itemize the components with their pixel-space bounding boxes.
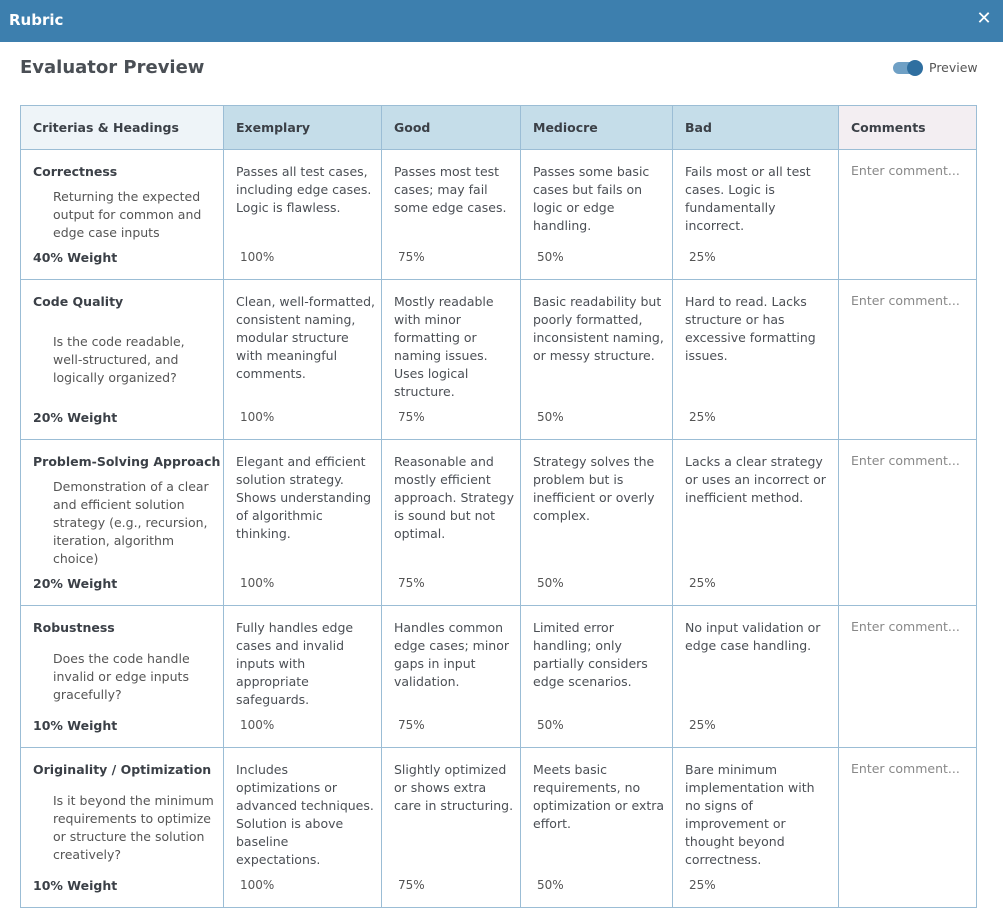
level-description: Includes optimizations or advanced techniques. Solution is above baseline expectations. [236,762,374,867]
comment-input[interactable]: Enter comment... [851,453,960,468]
criteria-name: Problem-Solving Approach [33,454,221,469]
bad-cell[interactable] [673,440,839,606]
preview-toggle-label: Preview [929,60,978,75]
criteria-name: Robustness [33,620,115,635]
level-description: Passes some basic cases but fails on logic or edge handling. [533,164,650,233]
comment-cell [839,280,977,440]
criteria-weight: 10% Weight [33,718,118,733]
bad-cell[interactable] [673,150,839,280]
criteria-cell [21,440,224,606]
modal-titlebar [0,0,1003,42]
criteria-cell [21,280,224,440]
comment-input[interactable]: Enter comment... [851,293,960,308]
criteria-name: Correctness [33,164,118,179]
good-cell[interactable] [382,440,521,606]
exemplary-cell[interactable] [224,280,382,440]
header-comments: Comments [839,106,977,150]
preview-toggle[interactable] [893,62,922,74]
level-score: 50% [537,576,564,590]
level-description: Meets basic requirements, no optimization or extra effort. [533,762,665,831]
criteria-description: Is the code readable, well-structured, and logically organized? [53,334,185,385]
level-score: 75% [398,878,425,892]
good-cell[interactable] [382,150,521,280]
level-score: 75% [398,718,425,732]
comment-input[interactable]: Enter comment... [851,163,960,178]
criteria-description: Is it beyond the minimum requirements to optimize or structure the solution creatively? [53,793,214,862]
level-description: No input validation or edge case handling. [685,620,821,653]
level-description: Mostly readable with minor formatting or naming issues. Uses logical structure. [394,294,494,399]
mediocre-cell[interactable] [521,150,673,280]
bad-cell[interactable] [673,748,839,908]
criteria-description: Demonstration of a clear and efficient solution strategy (e.g., recursion, iteration, algorithm choice) [53,479,209,566]
level-score: 100% [240,718,275,732]
criteria-weight: 20% Weight [33,576,118,591]
criteria-weight: 40% Weight [33,250,118,265]
mediocre-cell[interactable] [521,748,673,908]
level-description: Clean, well-formatted, consistent naming, modular structure with meaningful comments. [236,294,375,381]
page-title: Evaluator Preview [20,57,205,78]
modal-title: Rubric [9,11,64,29]
level-score: 50% [537,718,564,732]
level-score: 100% [240,250,275,264]
level-score: 100% [240,410,275,424]
comment-cell [839,150,977,280]
mediocre-cell[interactable] [521,440,673,606]
table-row [21,748,977,908]
level-description: Bare minimum implementation with no signs of improvement or thought beyond correctness. [685,762,815,867]
toggle-knob [907,60,923,76]
comment-input[interactable]: Enter comment... [851,761,960,776]
criteria-cell [21,150,224,280]
level-description: Reasonable and mostly efficient approach. Strategy is sound but not optimal. [394,454,515,541]
close-icon[interactable]: ✕ [976,8,992,28]
criteria-cell [21,748,224,908]
level-score: 75% [398,410,425,424]
level-score: 25% [689,718,716,732]
good-cell[interactable] [382,748,521,908]
level-description: Hard to read. Lacks structure or has excessive formatting issues. [685,294,816,363]
level-description: Strategy solves the problem but is inefficient or overly complex. [533,454,655,523]
level-description: Fails most or all test cases. Logic is fundamentally incorrect. [685,164,811,233]
level-score: 50% [537,250,564,264]
level-score: 25% [689,250,716,264]
criteria-cell [21,606,224,748]
criteria-weight: 20% Weight [33,410,118,425]
comment-cell [839,748,977,908]
criteria-weight: 10% Weight [33,878,118,893]
bad-cell[interactable] [673,280,839,440]
level-score: 25% [689,878,716,892]
header-good: Good [382,106,521,150]
level-description: Handles common edge cases; minor gaps in input validation. [394,620,510,689]
level-score: 50% [537,410,564,424]
table-row [21,280,977,440]
criteria-name: Originality / Optimization [33,762,212,777]
mediocre-cell[interactable] [521,606,673,748]
level-score: 75% [398,250,425,264]
level-score: 100% [240,878,275,892]
level-score: 25% [689,410,716,424]
level-description: Lacks a clear strategy or uses an incorrect or inefficient method. [685,454,826,505]
exemplary-cell[interactable] [224,606,382,748]
level-description: Limited error handling; only partially considers edge scenarios. [533,620,648,689]
criteria-description: Does the code handle invalid or edge inputs gracefully? [53,651,190,702]
level-score: 25% [689,576,716,590]
criteria-name: Code Quality [33,294,124,309]
level-score: 100% [240,576,275,590]
good-cell[interactable] [382,606,521,748]
header-bad: Bad [673,106,839,150]
level-description: Fully handles edge cases and invalid inputs with appropriate safeguards. [236,620,354,707]
table-row [21,150,977,280]
table-header-row [21,106,977,150]
level-description: Elegant and efficient solution strategy. Shows understanding of algorithmic thinking. [236,454,372,541]
good-cell[interactable] [382,280,521,440]
header-criteria: Criterias & Headings [21,106,224,150]
level-description: Passes all test cases, including edge cases. Logic is flawless. [236,164,372,215]
criteria-description: Returning the expected output for common and edge case inputs [53,189,202,240]
comment-input[interactable]: Enter comment... [851,619,960,634]
header-mediocre: Mediocre [521,106,673,150]
level-description: Slightly optimized or shows extra care in structuring. [394,762,514,813]
bad-cell[interactable] [673,606,839,748]
header-exemplary: Exemplary [224,106,382,150]
exemplary-cell[interactable] [224,150,382,280]
rubric-table [20,105,977,908]
level-score: 50% [537,878,564,892]
table-row [21,606,977,748]
table-row [21,440,977,606]
exemplary-cell[interactable] [224,748,382,908]
mediocre-cell[interactable] [521,280,673,440]
level-description: Basic readability but poorly formatted, inconsistent naming, or messy structure. [533,294,664,363]
level-score: 75% [398,576,425,590]
exemplary-cell[interactable] [224,440,382,606]
level-description: Passes most test cases; may fail some edge cases. [394,164,507,215]
comment-cell [839,440,977,606]
comment-cell [839,606,977,748]
